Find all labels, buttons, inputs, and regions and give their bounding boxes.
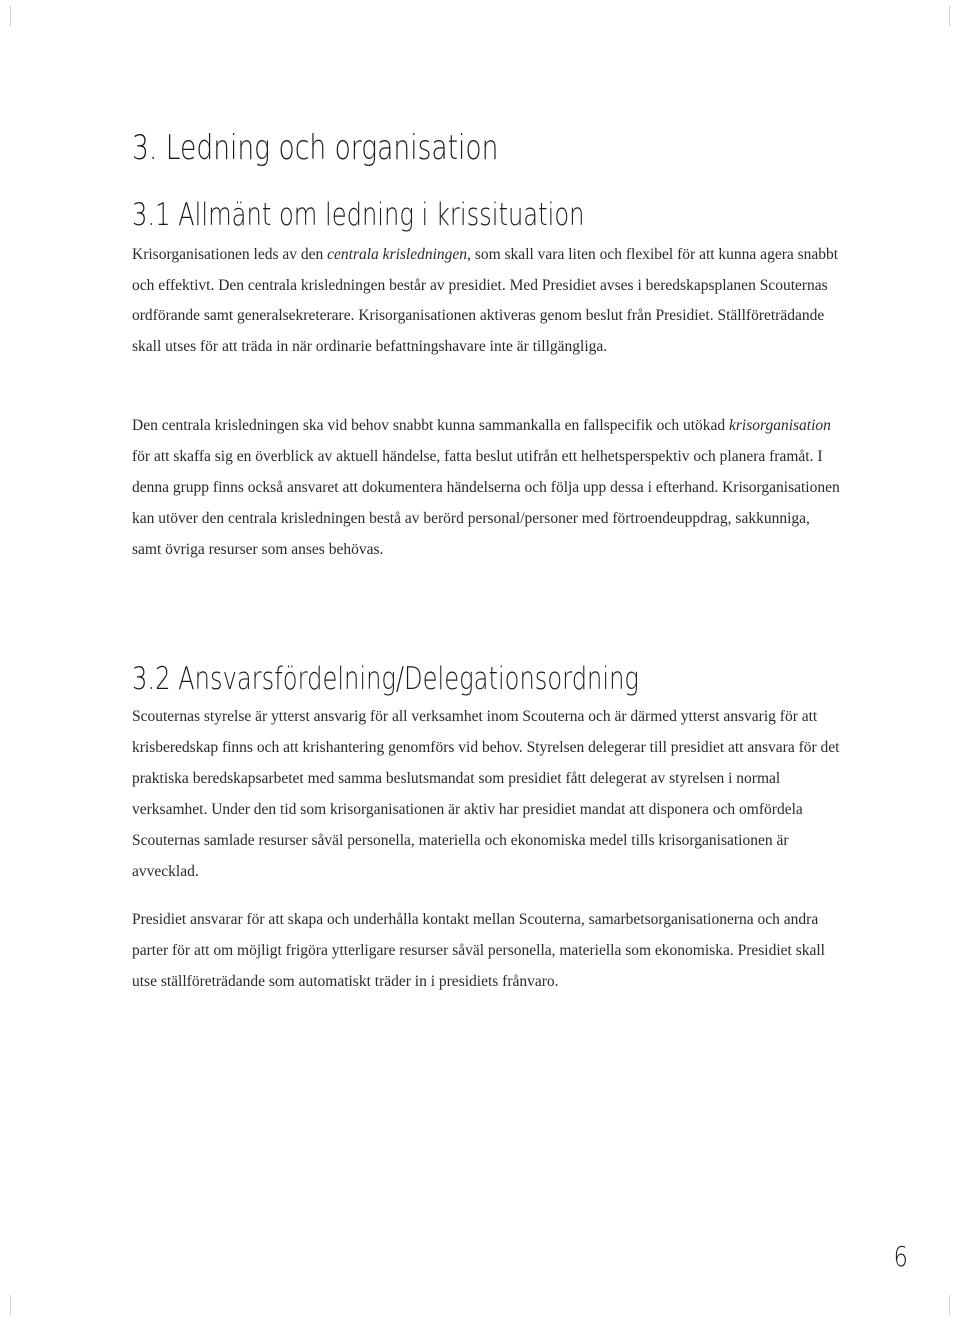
crop-mark-bottom-left [10,1295,11,1315]
paragraph-presidiet-kontakt: Presidiet ansvarar för att skapa och underhålla kontakt mellan Scouterna, samarbetsorganisationerna och andra parter för att om möjligt frigöra ytterligare resurser såväl personella, materiella som ekonomiska. Presidiet skall utse ställföreträdande som automatiskt träder in i presidiets frånvaro. [132,911,825,990]
paragraph-emphasis: centrala krisledningen [327,246,468,263]
subsection-heading-3-1: 3.1 Allmänt om ledning i krissituation [132,197,585,233]
paragraph-text: för att skaffa sig en överblick av aktuell händelse, fatta beslut utifrån ett helhetsperspektiv och planera framåt. I denna grupp finns också ansvaret att dokumentera händelserna och följa upp dessa i efterhand. Krisorganisationen kan utöver den centrala krisledningen bestå av berörd personal/personer med förtroendeuppdrag, sakkunniga, samt övriga resurser som anses behövas. [132,448,840,558]
crop-mark-top-right [949,6,950,26]
crop-mark-top-left [10,6,11,26]
section-heading: 3. Ledning och organisation [132,128,499,168]
page-number: 6 [893,1240,908,1273]
paragraph-emphasis: krisorganisation [729,417,831,434]
paragraph-krisorganisation-intro [132,240,842,362]
subsection-heading-3-2: 3.2 Ansvarsfördelning/Delegationsordning [132,661,639,697]
paragraph-utokad-krisorganisation [132,410,842,565]
paragraph-text: , som skall vara liten och flexibel för att kunna agera snabbt och effektivt. Den centrala krisledningen består av presidiet. Med Presidiet avses i beredskapsplanen Scouternas ordförande samt generalsekreterare. Krisorganisationen aktiveras genom beslut från Presidiet. Ställföreträdande skall utses för att träda in när ordinarie befattningshavare inte är tillgängliga. [132,246,839,355]
paragraph-text: Den centrala krisledningen ska vid behov snabbt kunna sammankalla en fallspecifik och utökad [132,417,729,434]
paragraph-styrelse-ansvar: Scouternas styrelse är ytterst ansvarig för all verksamhet inom Scouterna och är därmed ytterst ansvarig för att krisberedskap finns och att krishantering genomförs vid behov. Styrelsen delegerar till presidiet att ansvara för det praktiska beredskapsarbetet med samma beslutsmandat som presidiet fått delegerat av styrelsen i normal verksamhet. Under den tid som krisorganisationen är aktiv har presidiet mandat att disponera och omfördela Scouternas samlade resurser såväl personella, materiella och ekonomiska medel tills krisorganisationen är avvecklad. [132,708,840,880]
paragraph-text: Krisorganisationen leds av den [132,246,328,263]
crop-mark-bottom-right [949,1295,950,1315]
